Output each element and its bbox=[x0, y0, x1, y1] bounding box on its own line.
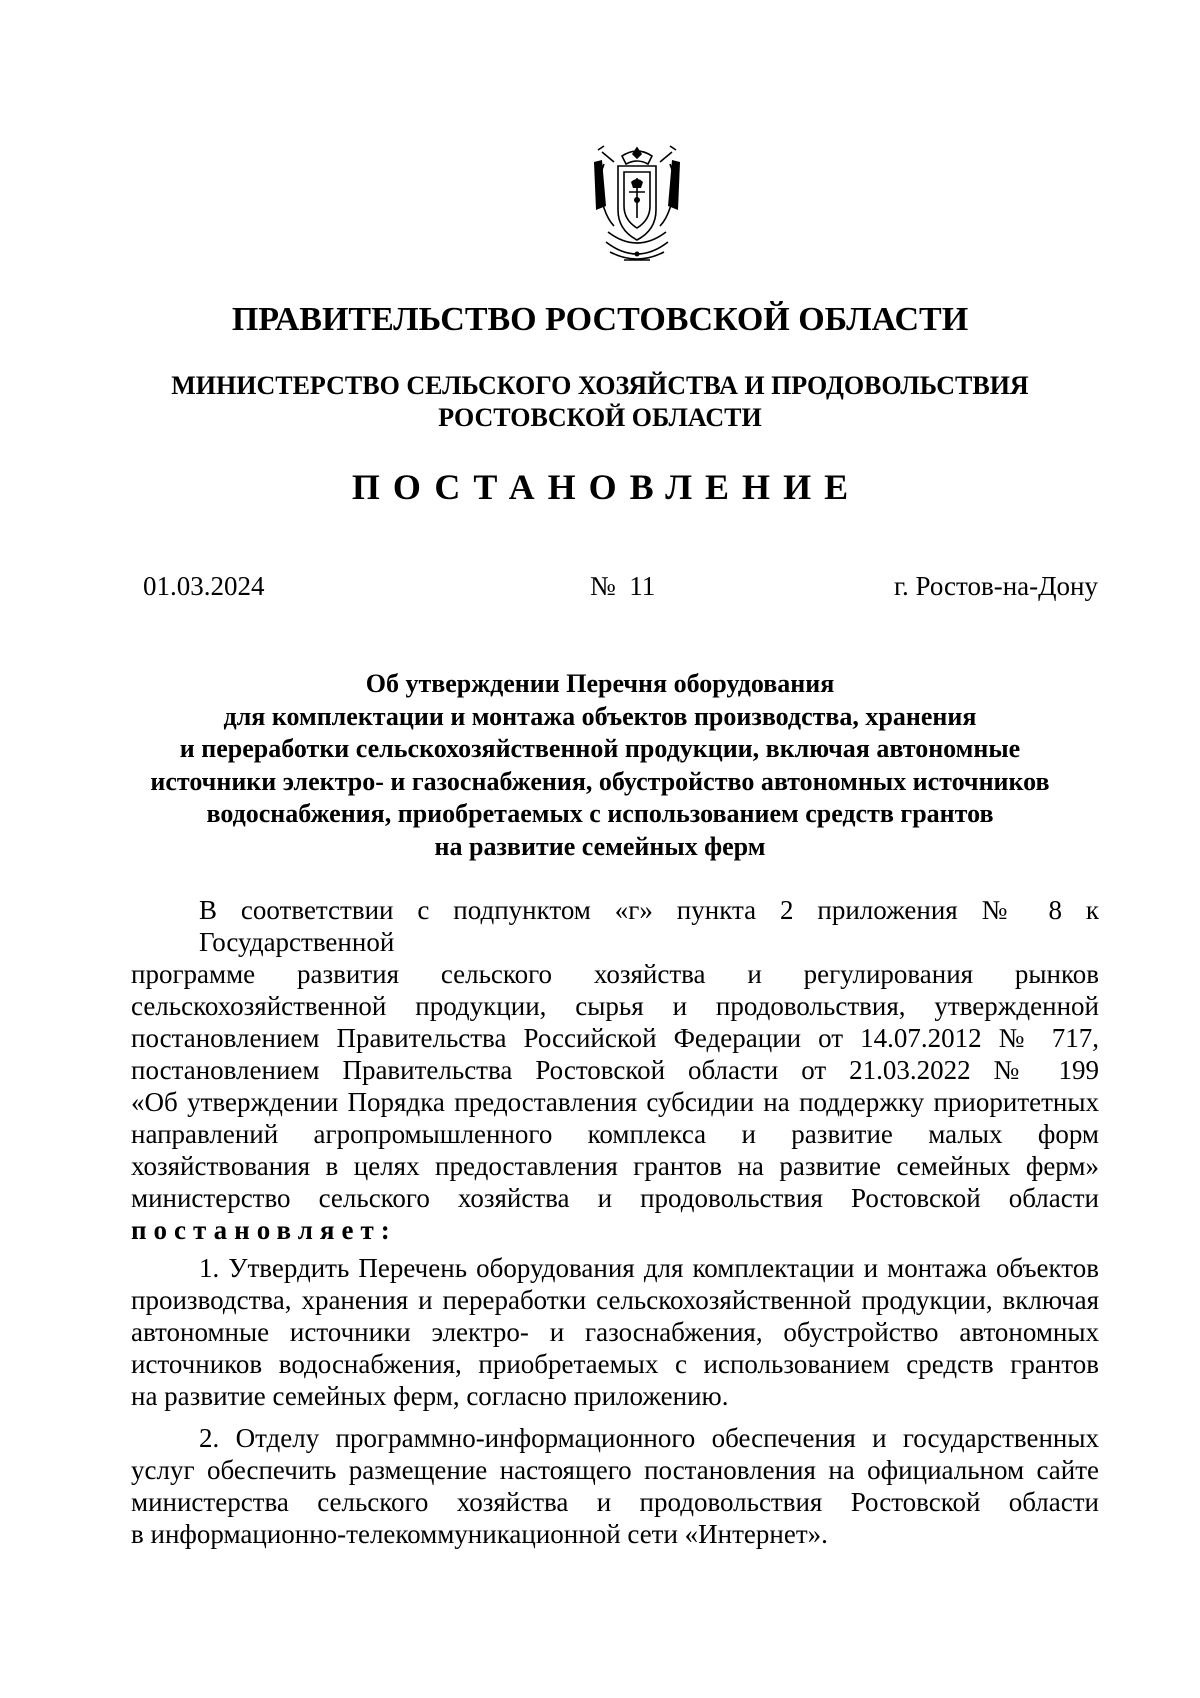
title-line-1: Об утверждении Перечня оборудования bbox=[365, 669, 835, 698]
decides-word: постановляет: bbox=[131, 1215, 397, 1245]
government-name: ПРАВИТЕЛЬСТВО РОСТОВСКОЙ ОБЛАСТИ bbox=[231, 301, 969, 338]
decree-date: 01.03.2024 bbox=[143, 571, 265, 601]
preamble-line-9: министерство сельского хозяйства и продовольствия Ростовской области bbox=[131, 1183, 1099, 1213]
document-type: ПОСТАНОВЛЕНИЕ bbox=[351, 467, 862, 507]
title-line-4: источники электро- и газоснабжения, обустройство автономных источников bbox=[150, 766, 1050, 796]
preamble-line-6: «Об утверждении Порядка предоставления субсидии на поддержку приоритетных bbox=[131, 1087, 1099, 1117]
preamble-line-2: программе развития сельского хозяйства и регулирования рынков bbox=[131, 959, 1099, 989]
title-line-5: водоснабжения, приобретаемых с использованием средств грантов bbox=[206, 799, 994, 828]
preamble-line-4: постановлением Правительства Российской Федерации от 14.07.2012 № 717, bbox=[131, 1023, 1099, 1053]
ministry-name-line-1: МИНИСТЕРСТВО СЕЛЬСКОГО ХОЗЯЙСТВА И ПРОДОВОЛЬСТВИЯ bbox=[171, 371, 1029, 400]
item-2-paragraph bbox=[131, 1422, 1099, 1550]
item-2-line-3: министерства сельского хозяйства и продовольствия Ростовской области bbox=[131, 1487, 1099, 1517]
item-2-line-2: услуг обеспечить размещение настоящего постановления на официальном сайте bbox=[131, 1455, 1099, 1485]
item-1-line-1: 1. Утвердить Перечень оборудования для комплектации и монтажа объектов bbox=[199, 1253, 1099, 1283]
preamble-line-5: постановлением Правительства Ростовской области от 21.03.2022 № 199 bbox=[131, 1055, 1099, 1085]
title-line-3: и переработки сельскохозяйственной продукции, включая автономные bbox=[179, 734, 1021, 763]
title-line-6: на развитие семейных ферм bbox=[434, 831, 766, 861]
item-1-line-4: источников водоснабжения, приобретаемых с использованием средств грантов bbox=[131, 1349, 1099, 1379]
preamble-line-7: направлений агропромышленного комплекса и развитие малых форм bbox=[131, 1119, 1099, 1149]
preamble-paragraph bbox=[131, 894, 1099, 1246]
decree-title bbox=[0, 668, 1200, 863]
ministry-name-line-2: РОСТОВСКОЙ ОБЛАСТИ bbox=[438, 403, 762, 432]
decree-number: № 11 bbox=[590, 571, 656, 601]
preamble-line-8: хозяйствования в целях предоставления грантов на развитие семейных ферм» bbox=[131, 1151, 1099, 1181]
coat-of-arms-emblem bbox=[584, 142, 690, 270]
ministry-name bbox=[0, 370, 1200, 434]
decree-city: г. Ростов-на-Дону bbox=[893, 571, 1098, 601]
item-1-line-2: производства, хранения и переработки сельскохозяйственной продукции, включая bbox=[131, 1285, 1099, 1315]
item-1-paragraph bbox=[131, 1252, 1099, 1412]
preamble-line-3: сельскохозяйственной продукции, сырья и продовольствия, утвержденной bbox=[131, 991, 1099, 1021]
item-1-line-3: автономные источники электро- и газоснабжения, обустройство автономных bbox=[131, 1317, 1099, 1347]
item-1-line-5: на развитие семейных ферм, согласно приложению. bbox=[131, 1381, 729, 1411]
item-2-line-1: 2. Отделу программно-информационного обеспечения и государственных bbox=[199, 1423, 1099, 1453]
item-2-line-4: в информационно-телекоммуникационной сети «Интернет». bbox=[131, 1519, 828, 1549]
preamble-line-1: В соответствии с подпунктом «г» пункта 2 приложения № 8 к Государственной bbox=[199, 895, 1099, 957]
title-line-2: для комплектации и монтажа объектов производства, хранения bbox=[223, 701, 977, 731]
